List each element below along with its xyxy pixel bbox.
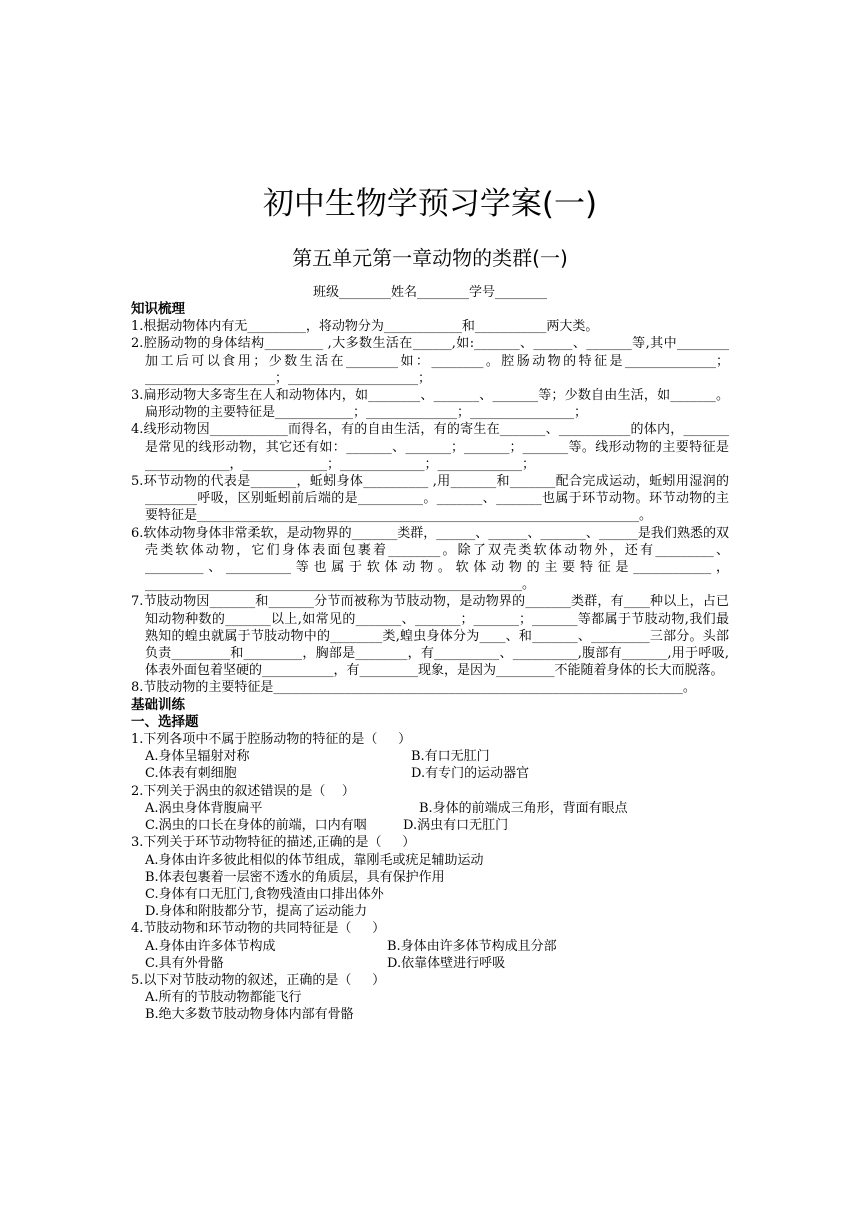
- question-stem: 3.下列关于环节动物特征的描述,正确的是（ ）: [131, 835, 416, 851]
- option-c: C.具有外骨骼: [145, 955, 224, 971]
- section-heading-training: 基础训练: [131, 696, 185, 713]
- option-d: D.身体和附肢都分节，提高了运动能力: [145, 904, 368, 920]
- option-b: B.身体由许多体节构成且分部: [387, 938, 557, 954]
- worksheet-body: [131, 301, 729, 1024]
- question-stem: 1.下列各项中不属于腔肠动物的特征的是（ ）: [131, 732, 412, 748]
- option-b: B.绝大多数节肢动物身体内部有骨骼: [145, 1007, 354, 1023]
- option-a: A.所有的节肢动物都能飞行: [145, 990, 302, 1006]
- page-subtitle: 第五单元第一章动物的类群(一): [292, 246, 568, 270]
- section-heading-review: 知识梳理: [131, 301, 185, 317]
- option-b: B.身体的前端成三角形，背面有眼点: [419, 800, 628, 816]
- option-d: D.有专门的运动器官: [411, 766, 530, 782]
- option-c: C.体表有刺细胞: [145, 766, 237, 782]
- option-row: [131, 955, 729, 972]
- option-row: [131, 938, 729, 955]
- option-a: A.身体由许多体节构成: [145, 938, 276, 954]
- option-row: [131, 765, 729, 782]
- option-a: A.身体呈辐射对称: [145, 749, 250, 765]
- option-c: C.身体有口无肛门,食物残渣由口排出体外: [145, 886, 384, 902]
- option-a: A.涡虫身体背腹扁平: [145, 800, 263, 816]
- question-5: [131, 972, 729, 1024]
- review-item-4: 4.线形动物因____________而得名，有的自由生活，有的寄生在_______、___________的体内，_______是常见的线形动物，其它还有如：_______、_______；_______；_______等。线形动物的主要特征是_____________，_____________；_____________；_____________；: [131, 422, 729, 472]
- review-item-6: 6.软体动物身体非常柔软，是动物界的_______类群，______、______、_______、______是我们熟悉的双壳类软体动物，它们身体表面包裹着________。除了双壳类软体动物外，还有_________、_________、__________等也属于软体动物。软体动物的主要特征是____________，__________________________________________________________。: [131, 525, 729, 593]
- option-c: C.涡虫的口长在身体的前端，口内有咽: [145, 818, 367, 834]
- option-a: A.身体由许多彼此相似的体节组成，靠刚毛或疣足辅助运动: [145, 852, 484, 868]
- option-row: [131, 800, 729, 817]
- subsection-heading-choice: 一、选择题: [131, 713, 199, 730]
- option-b: B.体表包裹着一层密不透水的角质层，具有保护作用: [145, 869, 445, 885]
- review-item-2: 2.腔肠动物的身体结构_________ ,大多数生活在______,如:_______、______、_______等,其中________加工后可以食用；少数生活在________如：________。腔肠动物的特征是______________；____________________；____________________；: [131, 336, 729, 386]
- option-row: [131, 748, 729, 765]
- student-info-line: 班级________姓名________学号________: [312, 285, 547, 300]
- review-item-7: 7.节肢动物因_______和_______分节而被称为节肢动物，是动物界的_______类群，有____种以上，占已知动物种数的_______以上,如常见的_______、_______；_______；_______等都属于节肢动物,我们最熟知的蝗虫就属于节肢动物中的________类,蝗虫身体分为____、和_______、_________三部分。头部负责_________和_________，胸部是________，有__________、__________,腹部有_______,用于呼吸,体表外面包着坚硬的___________，有_________现象，是因为_________不能随着身体的长大而脱落。: [131, 594, 729, 679]
- question-4: [131, 920, 729, 972]
- review-item-1: 1.根据动物体内有无_________，将动物分为____________和___________两大类。: [131, 319, 599, 335]
- question-1: [131, 731, 729, 783]
- question-2: [131, 783, 729, 835]
- page-title: 初中生物学预习学案(一): [262, 186, 598, 222]
- question-stem: 5.以下对节肢动物的叙述，正确的是（ ）: [131, 972, 386, 988]
- review-item-5: 5.环节动物的代表是_______，蚯蚓身体__________ ,用_______和_______配合完成运动，蚯蚓用湿润的________呼吸，区别蚯蚓前后端的是__________。_______、_______也属于环节动物。环节动物的主要特征是____________________________________________________________________。: [131, 474, 729, 524]
- review-item-8: 8.节肢动物的主要特征是_______________________________________________________________。: [131, 680, 696, 696]
- option-b: B.有口无肛门: [411, 749, 490, 765]
- question-3: [131, 834, 729, 920]
- question-stem: 2.下列关于涡虫的叙述错误的是（ ）: [131, 783, 355, 799]
- review-item-3: 3.扁形动物大多寄生在人和动物体内，如________、_______、_______等；少数自由生活，如_______。扁形动物的主要特征是____________；______________；________________；: [131, 388, 729, 421]
- option-row: [131, 817, 729, 834]
- question-stem: 4.节肢动物和环节动物的共同特征是（ ）: [131, 921, 386, 937]
- option-d: D.依靠体壁进行呼吸: [387, 955, 506, 971]
- option-d: D.涡虫有口无肛门: [403, 818, 509, 834]
